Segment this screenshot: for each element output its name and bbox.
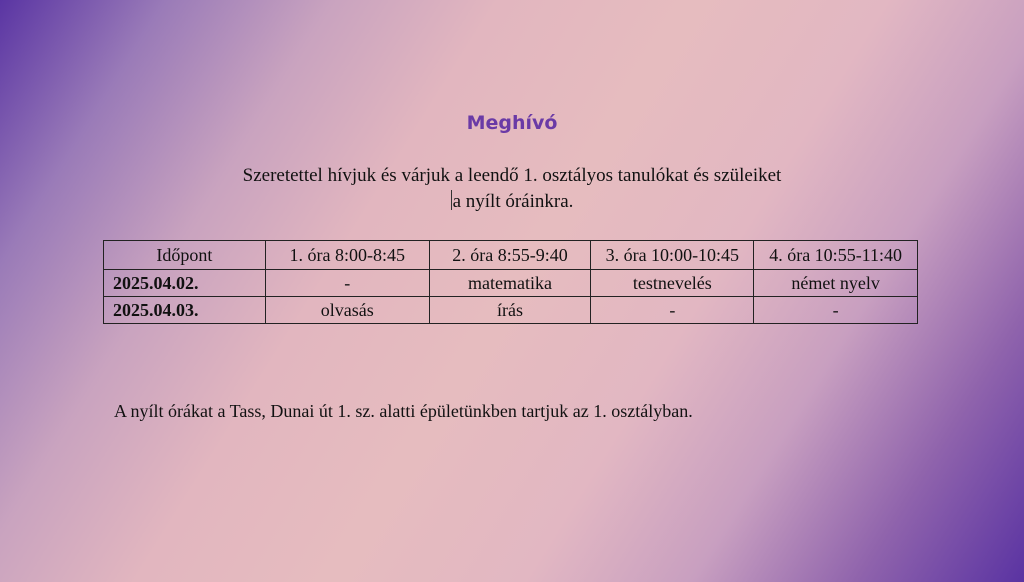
header-period-3: 3. óra 10:00-10:45 [591,241,754,270]
header-period-2: 2. óra 8:55-9:40 [429,241,591,270]
table-cell: - [754,297,918,324]
document-title: Meghívó [466,112,558,134]
intro-paragraph [0,163,1024,215]
intro-line-2: a nyílt óráinkra. [452,191,574,212]
header-period-4: 4. óra 10:55-11:40 [754,241,918,270]
row-date: 2025.04.02. [104,270,266,297]
table-cell: testnevelés [591,270,754,297]
table-cell: matematika [429,270,591,297]
row-date: 2025.04.03. [104,297,266,324]
table-cell: írás [429,297,591,324]
table-row [104,270,918,297]
text-cursor [451,190,452,210]
table-cell: olvasás [265,297,429,324]
table-cell: - [591,297,754,324]
table-cell: német nyelv [754,270,918,297]
intro-line-1: Szeretettel hívjuk és várjuk a leendő 1. osztályos tanulókat és szüleiket [242,165,782,186]
table-cell: - [265,270,429,297]
footer-note: A nyílt órákat a Tass, Dunai út 1. sz. alatti épületünkben tartjuk az 1. osztályban. [114,401,693,421]
table-row [104,297,918,324]
header-time: Időpont [104,241,266,270]
header-period-1: 1. óra 8:00-8:45 [265,241,429,270]
table-header-row [104,241,918,270]
schedule-table [103,240,918,324]
intro-line-2-wrapper [0,189,1024,215]
